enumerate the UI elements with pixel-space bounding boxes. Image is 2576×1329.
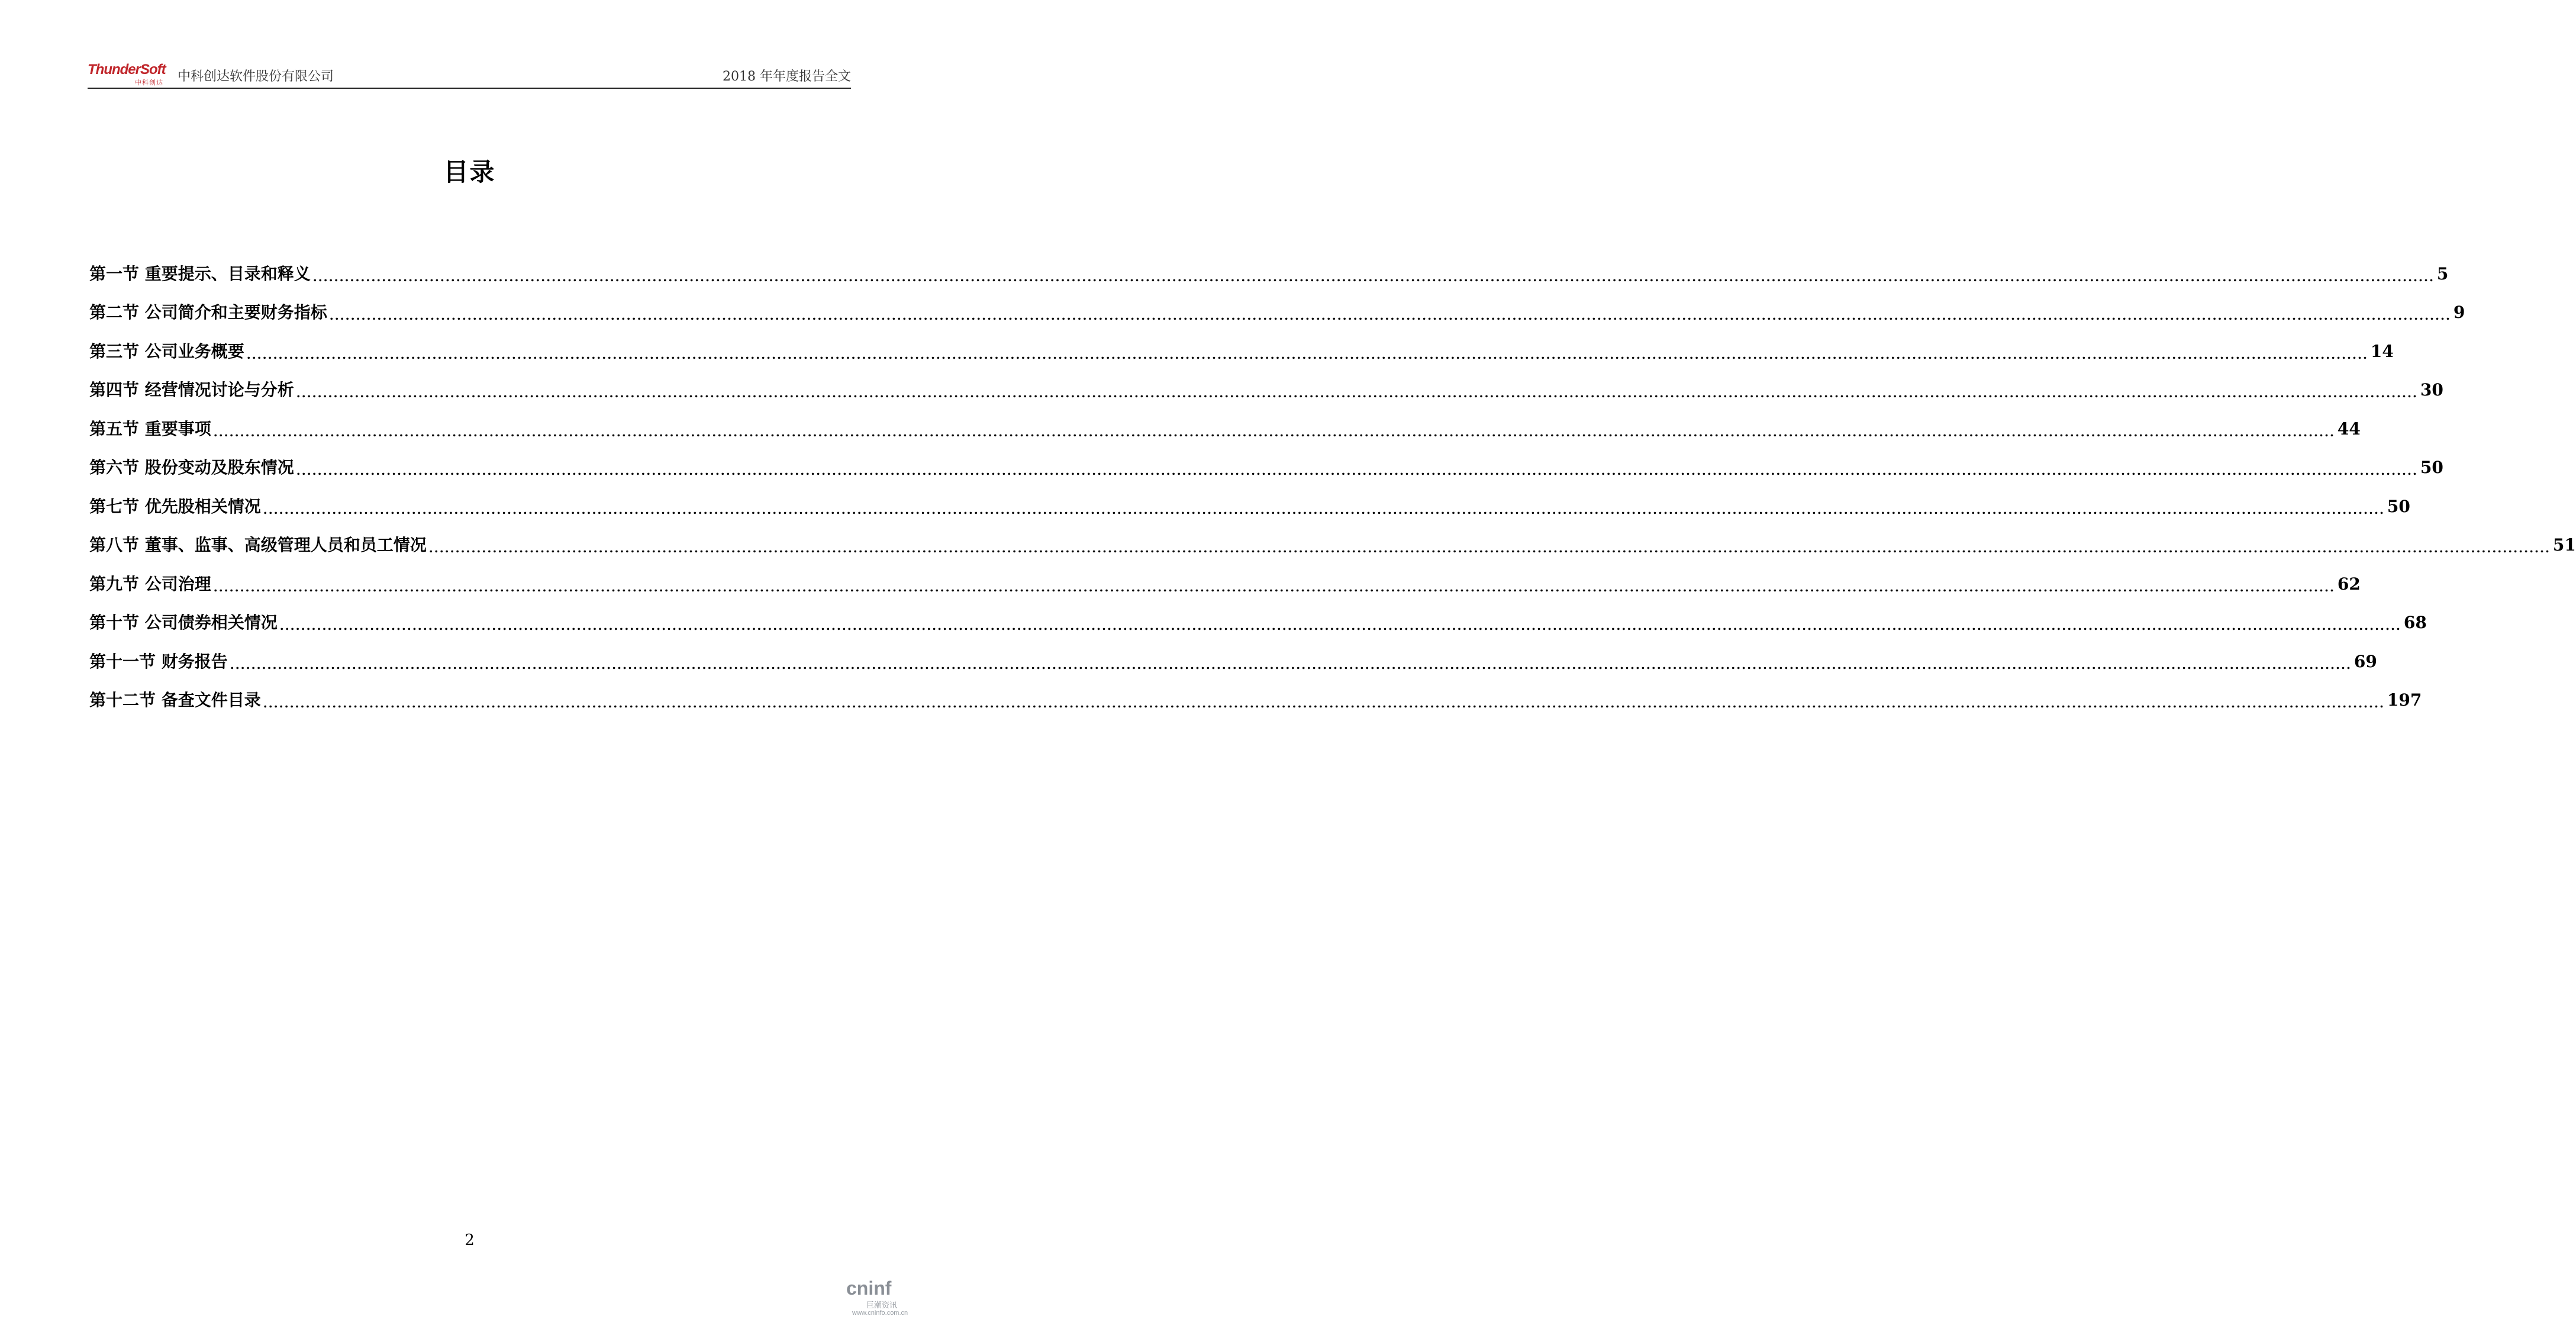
toc-entry-page: 197 [2387, 690, 2422, 710]
toc-dot-leader: ................................................................................................................................................................................................................................................................................................................................................................................................................ [428, 541, 2551, 555]
toc-entry-label: 第二节 公司简介和主要财务指标 [89, 303, 327, 322]
toc-entry-page: 9 [2453, 303, 2465, 322]
toc-entry-page: 30 [2420, 380, 2443, 400]
toc-entry-label: 第四节 经营情况讨论与分析 [89, 380, 294, 400]
cninfo-watermark [846, 1277, 929, 1319]
toc-entry[interactable] [89, 288, 2465, 327]
table-of-contents [89, 249, 2576, 714]
toc-entry-page: 50 [2387, 496, 2410, 516]
toc-dot-leader: ................................................................................................................................................................................................................................................................................................................................................................................................................ [296, 386, 2418, 400]
toc-entry[interactable] [89, 249, 2449, 288]
toc-entry[interactable] [89, 636, 2377, 675]
toc-entry-label: 第八节 董事、监事、高级管理人员和员工情况 [89, 535, 427, 555]
toc-entry[interactable] [89, 404, 2361, 443]
logo-text: ThunderSoft [88, 62, 166, 78]
company-name: 中科创达软件股份有限公司 [178, 69, 334, 84]
page-number: 2 [465, 1231, 475, 1249]
toc-entry[interactable] [89, 559, 2361, 598]
toc-dot-leader: ................................................................................................................................................................................................................................................................................................................................................................................................................ [279, 619, 2401, 633]
toc-entry-label: 第六节 股份变动及股东情况 [89, 458, 294, 477]
toc-entry[interactable] [89, 520, 2576, 559]
toc-entry-page: 68 [2403, 613, 2427, 632]
toc-entry-page: 62 [2337, 574, 2361, 594]
report-title: 2018 年年度报告全文 [723, 69, 851, 84]
toc-entry[interactable] [89, 326, 2394, 365]
toc-entry[interactable] [89, 365, 2443, 404]
toc-dot-leader: ................................................................................................................................................................................................................................................................................................................................................................................................................ [296, 464, 2418, 478]
toc-entry-label: 第七节 优先股相关情况 [89, 496, 261, 516]
toc-entry-label: 第三节 公司业务概要 [89, 341, 244, 361]
toc-entry-page: 44 [2337, 419, 2361, 439]
toc-entry[interactable] [89, 443, 2443, 482]
toc-dot-leader: ................................................................................................................................................................................................................................................................................................................................................................................................................ [230, 657, 2352, 672]
watermark-brand: cninf [846, 1277, 892, 1299]
company-logo [88, 62, 176, 85]
toc-title: 目录 [443, 157, 496, 186]
toc-entry[interactable] [89, 481, 2410, 520]
toc-entry-label: 第一节 重要提示、目录和释义 [89, 263, 311, 284]
toc-entry-page: 69 [2353, 651, 2377, 671]
toc-entry-page: 5 [2436, 263, 2449, 284]
page-header [88, 59, 851, 89]
toc-dot-leader: ................................................................................................................................................................................................................................................................................................................................................................................................................ [263, 502, 2385, 517]
toc-dot-leader: ................................................................................................................................................................................................................................................................................................................................................................................................................ [263, 696, 2385, 710]
toc-entry-page: 14 [2370, 341, 2394, 361]
toc-dot-leader: ................................................................................................................................................................................................................................................................................................................................................................................................................ [246, 347, 2368, 362]
toc-entry-page: 51 [2552, 535, 2576, 555]
toc-entry-label: 第十一节 财务报告 [89, 651, 228, 671]
toc-entry-label: 第十二节 备查文件目录 [89, 690, 261, 710]
toc-entry[interactable] [89, 598, 2427, 637]
toc-entry-label: 第九节 公司治理 [89, 574, 211, 594]
watermark-url: www.cninfo.com.cn [852, 1309, 908, 1317]
toc-dot-leader: ................................................................................................................................................................................................................................................................................................................................................................................................................ [329, 308, 2451, 323]
toc-entry-label: 第五节 重要事项 [89, 419, 211, 439]
toc-entry-label: 第十节 公司债券相关情况 [89, 613, 278, 632]
toc-dot-leader: ................................................................................................................................................................................................................................................................................................................................................................................................................ [312, 269, 2435, 284]
toc-dot-leader: ................................................................................................................................................................................................................................................................................................................................................................................................................ [213, 424, 2335, 439]
toc-entry-page: 50 [2420, 458, 2443, 477]
watermark-cn: 巨潮资讯 [866, 1301, 898, 1310]
toc-entry[interactable] [89, 675, 2422, 715]
logo-subtext: 中科创达 [135, 79, 163, 86]
toc-dot-leader: ................................................................................................................................................................................................................................................................................................................................................................................................................ [213, 580, 2335, 594]
